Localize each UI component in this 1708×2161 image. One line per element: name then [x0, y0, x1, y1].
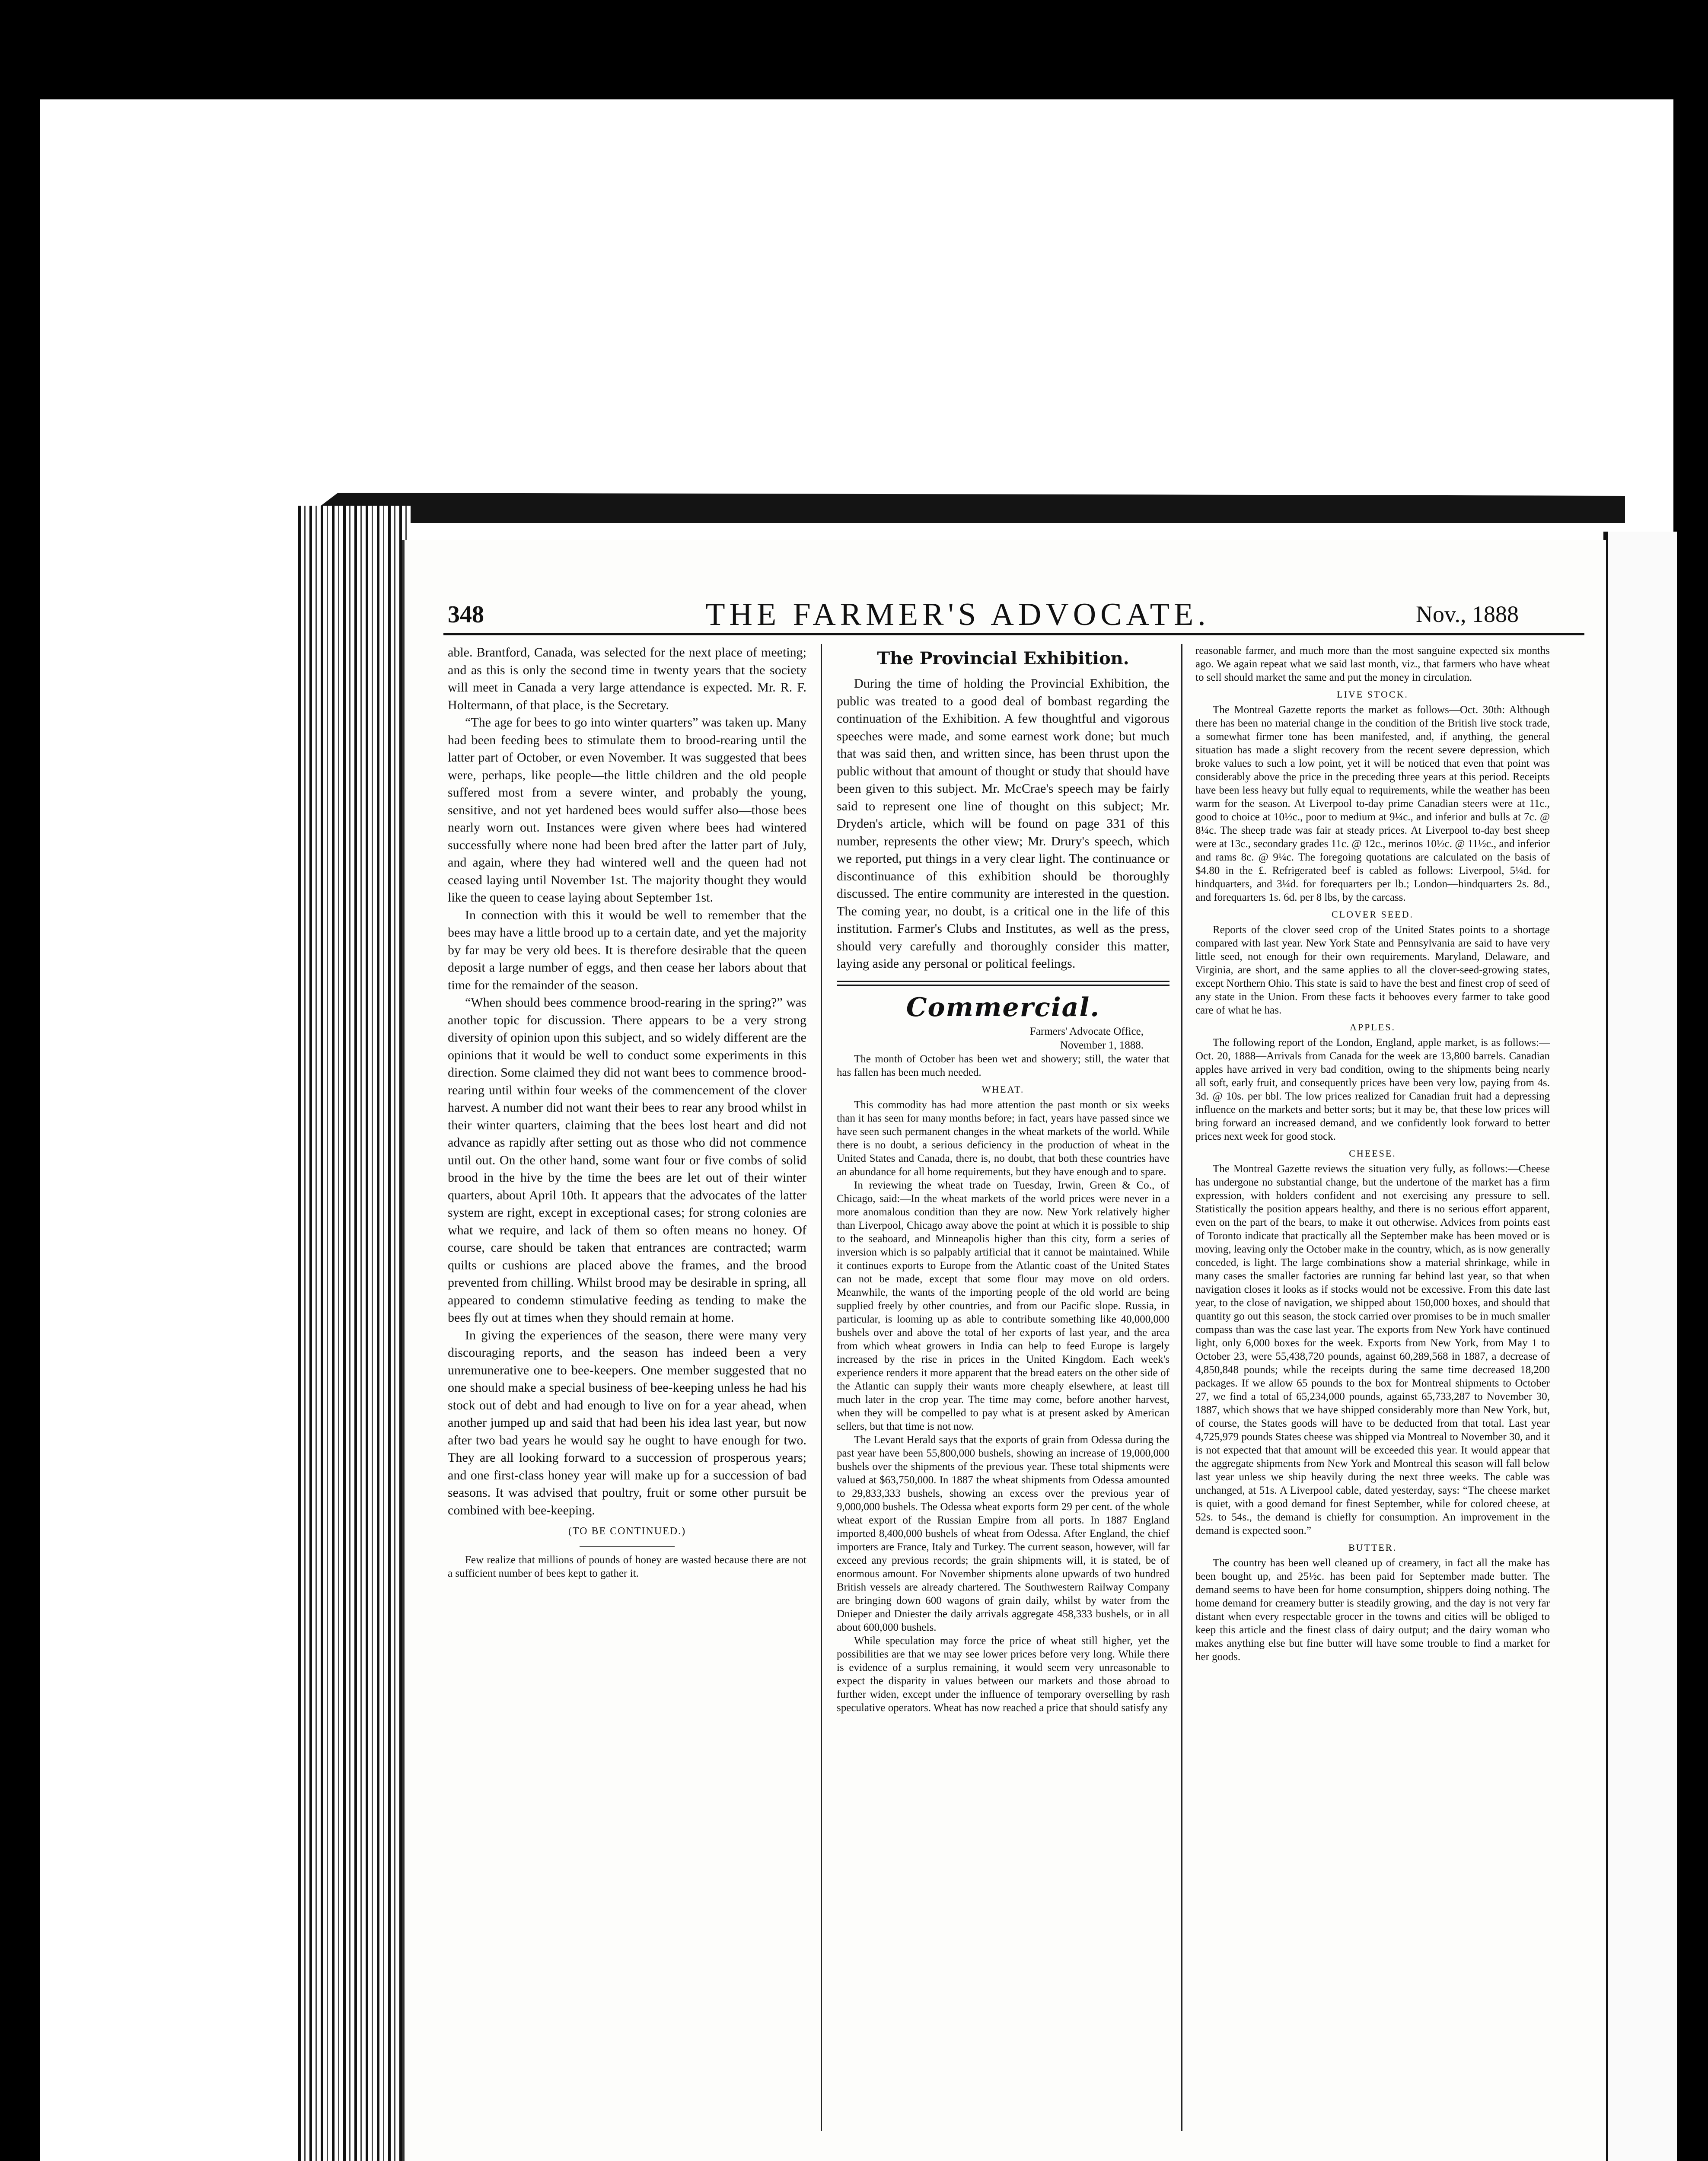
paragraph: In reviewing the wheat trade on Tuesday, Irwin, Green & Co., of Chicago, said:—In the wheat markets of the world prices were never in a more anomalous condition than they are now. New York relatively higher than Liverpool, Chicago away above the point at which it is possible to ship to the seaboard, and Minneapolis higher than this city, form a series of inversion which is so palpably artificial that it cannot be maintained. While it continues exports to Europe from the Atlantic coast of the United States can not be made, except that some flour may move on old orders. Meanwhile, the wants of the importing people of the old world are being supplied freely by other countries, and from our Pacific slope. Russia, in particular, is looming up as able to contribute something like 40,000,000 bushels over and above the total of her exports of last year, and the area from which wheat growers in India can help to feed Europe is largely increased by the rise in prices in the United Kingdom. Each week's experience renders it more apparent that the bread eaters on the other side of the Atlantic can supply their wants more cheaply elsewhere, at least till much later in the crop year. The time may come, before another harvest, when they will be compelled to pay what is at present asked by American sellers, but that time is not now.	[837, 1179, 1169, 1432]
paragraph: The country has been well cleaned up of creamery, in fact all the make has been bought up, and 25½c. has been paid for September made butter. The demand seems to have been for home consumption, shippers doing nothing. The home demand for creamery butter is steadily growing, and the day is not very far distant when every respectable grocer in the towns and cities will be obliged to keep this article and the finest class of dairy output; and the dairy woman who makes anything else but fine butter will have some trouble to find a market for her goods.	[1195, 1557, 1550, 1663]
apples-heading: APPLES.	[1350, 1022, 1396, 1033]
page-header	[405, 592, 1606, 631]
paragraph: In giving the experiences of the season, there were many very discouraging reports, and the season has indeed been a very unremunerative one to bee-keepers. One member suggested that no one should make a special business of bee-keeping unless he had his stock out of debt and had enough to live on for a year ahead, when another jumped up and said that had been his idea last year, but now after two bad years he would say he ought to have enough for two. They are all looking forward to a succession of prosperous years; and one first-class honey year will make up for a succession of bad seasons. It was advised that poultry, fruit or some other pursuit be combined with bee-keeping.	[448, 1328, 806, 1517]
wheat-heading: WHEAT.	[981, 1084, 1025, 1095]
divider	[580, 1546, 675, 1547]
column-rule	[821, 644, 822, 2131]
issue-date: Nov., 1888	[1416, 601, 1519, 627]
livestock-heading: LIVE STOCK.	[1337, 689, 1408, 700]
page-title: THE FARMER'S ADVOCATE.	[705, 597, 1210, 632]
column-rule	[1181, 644, 1182, 2131]
exhibition-title: The Provincial Exhibition.	[877, 648, 1129, 669]
commercial-title: Commercial.	[906, 992, 1100, 1023]
cheese-heading: CHEESE.	[1349, 1148, 1396, 1159]
paragraph: This commodity has had more attention the past month or six weeks than it has seen for many months before; in fact, years have passed since we have seen such permanent changes in the wheat markets of the world. While there is no doubt, a serious deficiency in the production of wheat in the United States and Canada, there is, no doubt, that both these countries have an abundance for all home requirements, but they have enough and to spare.	[837, 1099, 1169, 1178]
paragraph: The Montreal Gazette reviews the situation very fully, as follows:—Cheese has undergone no substantial change, but the undertone of the market has a firm expression, with holders confident and not exercising any pressure to sell. Statistically the position appears healthy, and there is no serious effort apparent, even on the part of the bears, to make it out otherwise. Advices from points east of Toronto indicate that practically all the September make has been moved or is moving, leaving only the October make in the country, which, as is now generally conceded, is light. The large combinations show a material shrinkage, while in many cases the smaller factories are running far behind last year, so that when navigation closes it looks as if stocks would not be excessive. From this date last year, to the close of navigation, we shipped about 150,000 boxes, and should that quantity go out this season, the stock carried over promises to be in much smaller compass than was the case last year. The exports from New York have continued light, only 6,000 boxes for the week. Exports from New York, from May 1 to October 23, were 55,438,720 pounds, against 60,289,568 in 1887, a decrease of 4,850,848 pounds; while the receipts during the same time decreased 18,200 packages. If we allow 65 pounds to the box for Montreal shipments to October 27, we find a total of 65,234,000 pounds, against 65,733,287 to November 30, 1887, which shows that we have shipped considerably more than New York, but, of course, the States goods will have to be deducted from that total. Last year 4,725,979 pounds States cheese was shipped via Montreal to November 30, and it is not expected that that amount will be exceeded this year. It would appear that the aggregate shipments from New York and Montreal this season will fall below last year unless we ship heavily during the next three weeks. The cable was unchanged, at 51s. A Liverpool cable, dated yesterday, says: “The cheese market is quiet, with a good demand for finest September, while for colored cheese, at 52s. to 54s., the demand is chiefly for consumption. An improvement in the demand is expected soon.”	[1195, 1163, 1550, 1536]
paragraph: Reports of the clover seed crop of the United States points to a shortage compared with last year. New York State and Pennsylvania are said to have very little seed, not enough for their own requirements. Maryland, Delaware, and Virginia, are short, and the same applies to all the clover-seed-growing states, except Northern Ohio. This state is said to have the best and finest crop of seed of any state in the Union. From these facts it behooves every farmer to take good care of what he has.	[1195, 924, 1550, 1016]
section-divider	[837, 981, 1169, 986]
paragraph: able. Brantford, Canada, was selected for the next place of meeting; and as this is only the second time in twenty years that the society will meet in Canada a very large attendance is expected. Mr. R. F. Holtermann, of that place, is the Secretary.	[448, 645, 806, 712]
book-top-edge	[298, 493, 1625, 523]
page-stack-edge	[298, 506, 411, 2161]
clover-heading: CLOVER SEED.	[1332, 909, 1414, 920]
butter-heading: BUTTER.	[1348, 1542, 1397, 1553]
column-exhibition-commercial	[837, 644, 1169, 2131]
dateline-date: November 1, 1888.	[1060, 1039, 1144, 1051]
paragraph: In connection with this it would be well to remember that the bees may have a little brood up to a certain date, and yet the majority by far may be very old bees. It is therefore desirable that the queen deposit a large number of eggs, and then cease her labors about that time for the remainder of the season.	[448, 908, 806, 992]
facing-page-edge	[1603, 532, 1677, 2161]
paragraph: “When should bees commence brood-rearing in the spring?” was another topic for discussion. There appears to be a very strong diversity of opinion upon this subject, and so widely different are the opinions that it would be well to conduct some experiments in this direction. Some claimed they did not want bees to commence brood-rearing until within four weeks of the commencement of the clover harvest. A number did not want their bees to rear any brood whilst in their winter quarters, claiming that the bees lost heart and did not advance as rapidly after setting out as those who did not commence until out. On the other hand, some want four or five combs of solid brood in the hive by the time the bees are let out of their winter quarters, about April 10th. It appears that the advocates of the latter system are right, except in exceptional cases; for strong colonies are what we require, and lack of them so often means no honey. Of course, care should be taken that entrances are contracted; warm quilts or cushions are placed above the frames, and the brood prevented from chilling. Whilst brood may be desirable in spring, all appeared to condemn stimulative feeding as tending to make the bees fly out at times when they should remain at home.	[448, 995, 806, 1325]
dateline-office: Farmers' Advocate Office,	[1030, 1025, 1144, 1037]
column-bees	[448, 644, 806, 2131]
column-markets	[1195, 644, 1550, 2131]
continued-note: (TO BE CONTINUED.)	[568, 1526, 686, 1537]
paragraph: The Montreal Gazette reports the market as follows—Oct. 30th: Although there has been no material change in the condition of the British live stock trade, a somewhat firmer tone has been manifested, and, if anything, the general situation has made a slight recovery from the recent severe depression, which broke values to such a low point, yet it will be noticed that even that point was considerably above the price in the preceding three years at this period. Receipts have been less heavy but fully equal to requirements, while the weather has been warm for the season. At Liverpool to-day prime Canadian steers were at 11c., good to choice at 10½c., poor to medium at 9¼c., and inferior and bulls at 7c. @ 8¼c. The sheep trade was fair at steady prices. At Liverpool to-day best sheep were at 13c., secondary grades 11c. @ 12c., merinos 10½c. @ 11½c., and inferior and rams 8c. @ 9¼c. The foregoing quotations are calculated on the basis of $4.80 in the £. Refrigerated beef is cabled as follows: Liverpool, 5¼d. for hindquarters, and 3¼d. for forequarters per lb.; London—hindquarters 2s. 8d., and forequarters 1s. 6d. per 8 lbs, by the carcass.	[1195, 704, 1550, 903]
closing-note: Few realize that millions of pounds of honey are wasted because there are not a sufficient number of bees kept to gather it.	[448, 1554, 806, 1579]
paragraph: reasonable farmer, and much more than the most sanguine expected six months ago. We again repeat what we said last month, viz., that farmers who have wheat to sell should market the same and put the money in circulation.	[1195, 645, 1550, 683]
newspaper-page	[402, 540, 1606, 2161]
paragraph: The Levant Herald says that the exports of grain from Odessa during the past year have been 55,800,000 bushels, showing an increase of 19,000,000 bushels over the shipments of the previous year. These total shipments were valued at $63,750,000. In 1887 the wheat shipments from Odessa amounted to 29,833,333 bushels, showing an excess over the previous year of 9,000,000 bushels. The Odessa wheat exports form 29 per cent. of the whole wheat export of the Russian Empire from all ports. In 1887 England imported 8,400,000 bushels of wheat from Odessa. After England, the chief importers are France, Italy and Turkey. The current season, however, will far exceed any previous records; the grain shipments will, it is stated, be of enormous amount. For November shipments alone upwards of two hundred British vessels are already chartered. The Southwestern Railway Company are bringing down 600 wagons of grain daily, whilst by water from the Dnieper and Dniester the daily arrivals aggregate 458,333 bushels, or in all about 600,000 bushels.	[837, 1434, 1169, 1633]
page-number: 348	[448, 601, 484, 628]
paragraph: While speculation may force the price of wheat still higher, yet the possibilities are that we may see lower prices before very long. While there is evidence of a surplus remaining, it would seem very unreasonable to expect the disparity in values between our markets and those abroad to further widen, except under the influence of temporary overselling by rash speculative operators. Wheat has now reached a price that should satisfy any	[837, 1635, 1169, 1714]
paragraph: “The age for bees to go into winter quarters” was taken up. Many had been feeding bees to stimulate them to brood-rearing until the latter part of October, or even November. It was suggested that bees were, perhaps, like people—the little children and the old people suffered most from a severe winter, and probably the young, sensitive, and not yet hardened bees would suffer also—those bees nearly worn out. Instances were given where bees had wintered successfully where none had been bred after the latter part of July, and again, where they had wintered well and the queen had not ceased laying until November 1st. The majority thought they would like the queen to cease laying about September 1st.	[448, 715, 806, 905]
paragraph: The month of October has been wet and showery; still, the water that has fallen has been much needed.	[837, 1053, 1169, 1078]
paragraph: During the time of holding the Provincial Exhibition, the public was treated to a good deal of bombast regarding the continuation of the Exhibition. A few thoughtful and vigorous speeches were made, and some earnest work done; but much that was said then, and written since, has been thrust upon the public without that amount of thought or study that should have been given to this subject. Mr. McCrae's speech may be fairly said to represent one line of thought on this subject; Mr. Dryden's article, which will be found on page 331 of this number, represents the other view; Mr. Drury's speech, which we reported, put things in a very clear light. The continuance or discontinuance of this exhibition should be thoroughly discussed. The entire community are interested in the question. The coming year, no doubt, is a critical one in the life of this institution. Farmer's Clubs and Institutes, as well as the press, should very carefully and thoroughly consider this matter, laying aside any personal or political feelings.	[837, 676, 1169, 971]
paragraph: The following report of the London, England, apple market, is as follows:—Oct. 20, 1888—Arrivals from Canada for the week are 13,800 barrels. Canadian apples have arrived in very bad condition, owing to the shipments being nearly all soft, early fruit, and consequently prices have been very low, paying from 4s. 3d. @ 10s. per bbl. The low prices realized for Canadian fruit had a depressing influence on the markets and better sorts; but it may be, that these low prices will bring forward an increased demand, and we confidently look forward to better prices next week for good stock.	[1195, 1037, 1550, 1142]
header-rule	[443, 633, 1584, 635]
